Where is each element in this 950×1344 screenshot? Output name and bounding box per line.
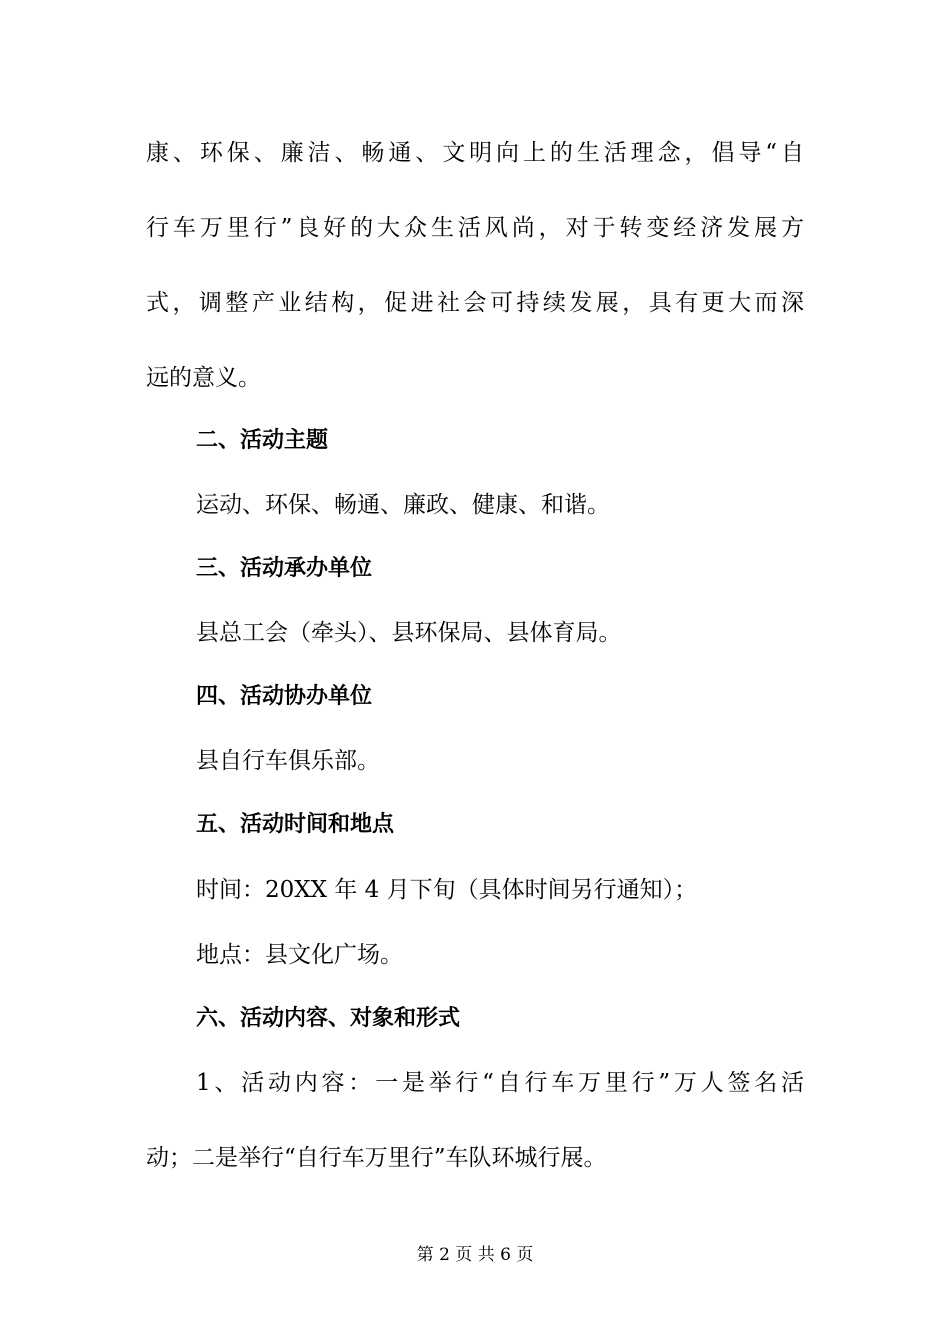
paragraph-line-1: 康、环保、廉洁、畅通、文明向上的生活理念，倡导“自 (146, 140, 804, 166)
section-heading-co-organizer: 四、活动协办单位 (196, 684, 373, 709)
section-heading-theme: 二、活动主题 (196, 428, 329, 453)
paragraph-line-2: 行车万里行”良好的大众生活风尚，对于转变经济发展方 (146, 215, 804, 241)
section-text-co-organizer: 县自行车俱乐部。 (196, 748, 380, 774)
section-text-place: 地点：县文化广场。 (196, 942, 403, 968)
section-heading-organizer: 三、活动承办单位 (196, 556, 373, 581)
section-heading-content: 六、活动内容、对象和形式 (196, 1006, 461, 1031)
section-content-line-2: 动；二是举行“自行车万里行”车队环城行展。 (146, 1145, 607, 1171)
section-text-organizer: 县总工会（牵头）、县环保局、县体育局。 (196, 620, 622, 646)
section-content-line-1: 1、活动内容：一是举行“自行车万里行”万人签名活 (196, 1070, 804, 1096)
paragraph-line-4: 远的意义。 (146, 365, 261, 391)
section-text-time: 时间：20XX 年 4 月下旬（具体时间另行通知）； (196, 877, 698, 903)
page-footer: 第 2 页 共 6 页 (416, 1245, 534, 1265)
section-text-theme: 运动、环保、畅通、廉政、健康、和谐。 (196, 492, 610, 518)
section-heading-time-place: 五、活动时间和地点 (196, 812, 395, 837)
paragraph-line-3: 式，调整产业结构，促进社会可持续发展，具有更大而深 (146, 290, 804, 316)
